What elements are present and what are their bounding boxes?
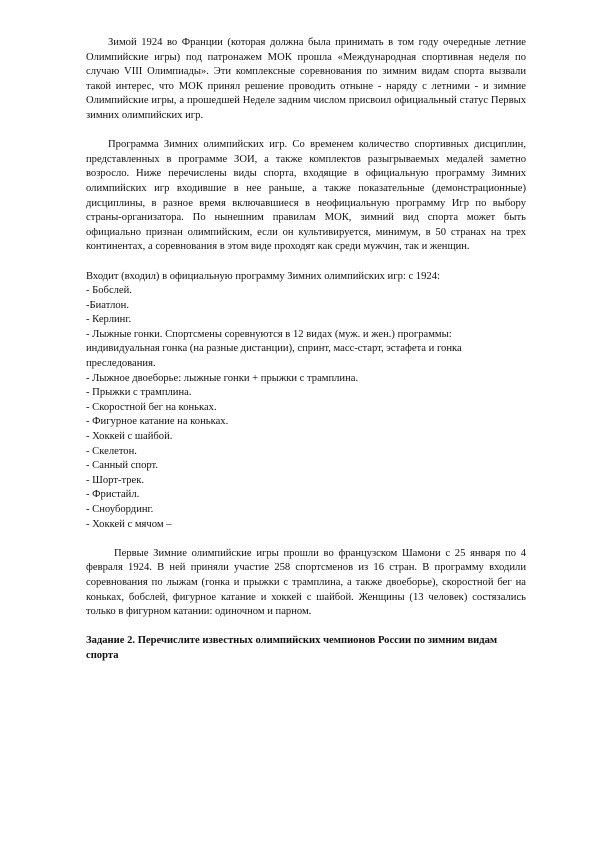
list-item: -Биатлон.: [86, 299, 129, 311]
program-paragraph: Программа Зимних олимпийских игр. Со временем количество спортивных дисциплин, представленных в программе ЗОИ, а также комплектов разыгрываемых медалей заметно возросло. Ниже перечислены виды спорта, входящие в официальную программу Зимних олимпийских игр входившие в нее раньше, а также показательные (демонстрационные) дисциплины, в разное время включавшиеся в неофициальную программу Игр по выбору страны-организатора. По нынешним правилам МОК, зимний вид спорта может быть официально признан олимпийским, если он культивируется, минимум, в 50 странах на трех континентах, а соревнования в этом виде проходят как среди мужчин, так и женщин.: [86, 139, 526, 253]
list-item: - Бобслей.: [86, 285, 132, 297]
document-page: [86, 36, 526, 664]
paragraph-spacer: [86, 532, 526, 547]
paragraph-spacer: [86, 124, 526, 139]
task-heading: Задание 2. Перечислите известных олимпийских чемпионов России по зимним видам спорта: [86, 635, 498, 661]
list-item: - Керлинг.: [86, 314, 132, 326]
list-item: - Лыжные гонки. Спортсмены соревнуются в 12 видах (муж. и жен.) программы: индивидуальная гонка (на разные дистанции), спринт, масс-старт, эстафета и гонка преследования.: [86, 328, 462, 370]
sports-list-heading: Входит (входил) в официальную программу Зимних олимпийских игр: с 1924:: [86, 270, 440, 282]
list-item: - Скелетон.: [86, 445, 137, 457]
list-item: - Хоккей с мячом –: [86, 518, 172, 530]
list-item: - Фигурное катание на коньках.: [86, 416, 229, 428]
intro-paragraph: Зимой 1924 во Франции (которая должна была принимать в том году очередные летние Олимпийские игры) под патронажем МОК прошла «Международная спортивная неделя по случаю VIII Олимпиады». Эти комплексные соревнования по зимним видам спорта вызвали такой интерес, что МОК принял решение проводить отныне - наряду с летними - и зимние Олимпийские игры, а прошедшей Неделе задним числом присвоил официальный статус Первых зимних олимпийских игр.: [86, 37, 526, 121]
list-item: - Скоростной бег на коньках.: [86, 401, 217, 413]
list-item: - Фристайл.: [86, 489, 140, 501]
list-item: - Лыжное двоеборье: лыжные гонки + прыжки с трамплина.: [86, 372, 359, 384]
paragraph-spacer: [86, 620, 526, 635]
list-item: - Шорт-трек.: [86, 474, 145, 486]
list-item: - Прыжки с трамплина.: [86, 387, 192, 399]
paragraph-spacer: [86, 255, 526, 270]
list-item: - Хоккей с шайбой.: [86, 431, 173, 443]
first-games-paragraph: Первые Зимние олимпийские игры прошли во французском Шамони с 25 января по 4 февраля 1924. В ней приняли участие 258 спортсменов из 16 стран. В программу входили соревнования по лыжам (гонка и прыжки с трамплина, а также двоеборье), скоростной бег на коньках, бобслей, фигурное катание и хоккей с шайбой. Женщины (13 человек) состязались только в фигурном катании: одиночном и парном.: [86, 547, 526, 618]
sports-list: [86, 284, 526, 532]
list-item: - Санный спорт.: [86, 460, 159, 472]
list-item: - Сноубординг.: [86, 504, 154, 515]
